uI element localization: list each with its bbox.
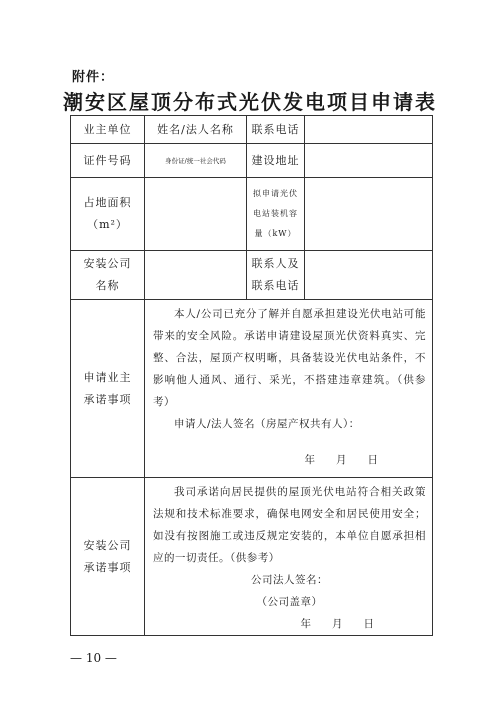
contact-person-label-line-2: 联系电话 xyxy=(251,279,300,292)
company-commitment-label-line-1: 安装公司 xyxy=(83,538,132,552)
company-commitment-cell xyxy=(145,478,433,636)
capacity-label-line-2: 电站装机容 xyxy=(253,209,298,218)
company-seal-line: （公司盖章） xyxy=(256,596,323,608)
area-label-line-1: 占地面积 xyxy=(83,196,132,209)
page-number: — 10 — xyxy=(70,651,117,665)
company-commitment-label-line-2: 承诺事项 xyxy=(83,560,132,574)
name-legal-label: 姓名/法人名称 xyxy=(145,116,247,144)
capacity-label xyxy=(247,178,305,251)
owner-date-line: 年 月 日 xyxy=(304,454,378,466)
owner-commitment-label-line-1: 申请业主 xyxy=(83,370,132,384)
capacity-label-line-3: 量（kW） xyxy=(254,229,297,238)
table-row xyxy=(71,178,433,251)
owner-commitment-label xyxy=(71,300,145,478)
company-signature-line: 公司法人签名： xyxy=(251,574,328,586)
build-address-field[interactable] xyxy=(305,144,433,178)
capacity-label-line-1: 拟申请光伏 xyxy=(253,189,298,198)
capacity-field[interactable] xyxy=(305,178,433,251)
table-row xyxy=(71,300,433,478)
area-label xyxy=(71,178,145,251)
table-row xyxy=(71,144,433,178)
contact-person-label xyxy=(247,251,305,300)
area-field[interactable] xyxy=(145,178,247,251)
cert-hint: 身份证/统一社会代码 xyxy=(145,144,247,178)
cert-number-label: 证件号码 xyxy=(71,144,145,178)
company-commitment-label xyxy=(71,478,145,636)
contact-phone-label: 联系电话 xyxy=(247,116,305,144)
build-address-label: 建设地址 xyxy=(247,144,305,178)
owner-signature-line: 申请人/法人签名（房屋产权共有人）： xyxy=(174,418,360,430)
table-row xyxy=(71,116,433,144)
company-date-line: 年 月 日 xyxy=(300,618,374,630)
owner-commitment-text: 本人/公司已充分了解并自愿承担建设光伏电站可能带来的安全风险。承诺申请建设屋顶光伏资料真实、完整、合法，屋顶产权明晰，具备装设光伏电站条件，不影响他人通风、通行、采光，不搭建违章建筑。（供参考） xyxy=(153,308,426,408)
install-company-label-line-1: 安装公司 xyxy=(83,257,132,270)
form-title: 潮安区屋顶分布式光伏发电项目申请表 xyxy=(63,90,437,114)
install-company-label xyxy=(71,251,145,300)
table-row xyxy=(71,478,433,636)
contact-person-field[interactable] xyxy=(305,251,433,300)
contact-phone-field[interactable] xyxy=(305,116,433,144)
attachment-label: 附件： xyxy=(72,70,115,85)
table-row xyxy=(71,251,433,300)
owner-commitment-cell xyxy=(145,300,433,478)
owner-commitment-label-line-2: 承诺事项 xyxy=(83,392,132,406)
install-company-label-line-2: 名称 xyxy=(95,279,120,292)
area-label-line-2: （m²） xyxy=(87,218,128,231)
application-form-table xyxy=(70,115,433,636)
owner-unit-label: 业主单位 xyxy=(71,116,145,144)
contact-person-label-line-1: 联系人及 xyxy=(251,257,300,270)
company-commitment-text: 我司承诺向居民提供的屋顶光伏电站符合相关政策法规和技术标准要求，确保电网安全和居民使用安全；如没有按图施工或违反规定安装的，本单位自愿承担相应的一切责任。（供参考） xyxy=(153,486,426,564)
install-company-field[interactable] xyxy=(145,251,247,300)
